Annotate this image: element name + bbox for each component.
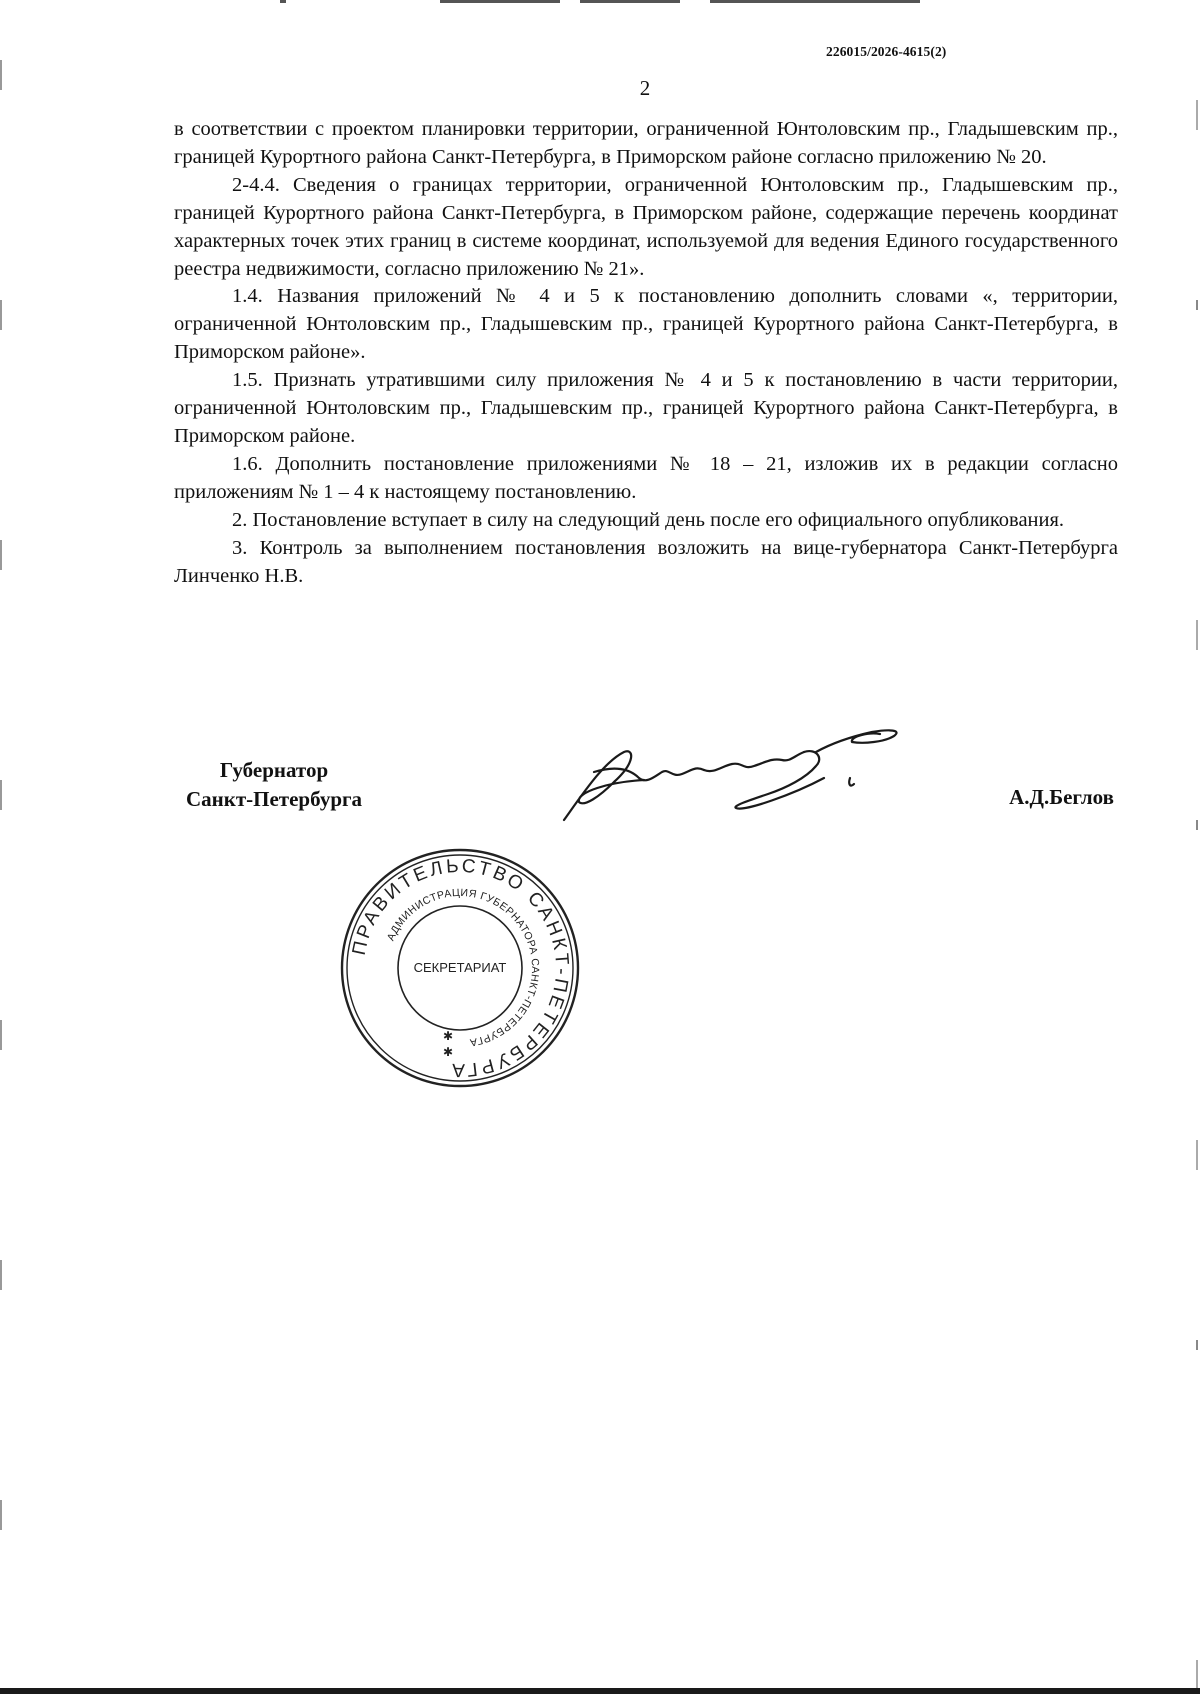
scan-right-edge: [1196, 0, 1198, 1694]
scan-header-artifact: [280, 0, 940, 5]
stamp-center-text: СЕКРЕТАРИАТ: [413, 960, 507, 975]
body-paragraph: 2. Постановление вступает в силу на следующий день после его официального опубликования.: [232, 508, 1065, 531]
handwritten-signature: [554, 722, 954, 832]
signer-position: [174, 756, 374, 814]
stamp-outer-text: ПРАВИТЕЛЬСТВО САНКТ-ПЕТЕРБУРГА: [348, 855, 573, 1081]
stamp-inner-text: АДМИНИСТРАЦИЯ ГУБЕРНАТОРА САНКТ-ПЕТЕРБУРГА: [384, 886, 542, 1049]
body-paragraph: в соответствии с проектом планировки территории, ограниченной Юнтоловским пр., Гладышевским пр., границей Курортного района Санкт-Петербурга, в Приморском районе согласно приложению № 20.: [174, 118, 1118, 168]
signer-position-line1: Губернатор: [219, 758, 329, 782]
signer-name: А.Д.Беглов: [1009, 785, 1114, 809]
signer-position-line2: Санкт-Петербурга: [185, 787, 363, 811]
document-number: 226015/2026-4615(2): [826, 44, 947, 59]
body-paragraph: 1.6. Дополнить постановление приложениями № 18 – 21, изложив их в редакции согласно приложениям № 1 – 4 к настоящему постановлению.: [174, 452, 1118, 503]
body-paragraph: 3. Контроль за выполнением постановления возложить на вице-губернатора Санкт-Петербурга Линченко Н.В.: [174, 536, 1118, 587]
body-paragraph: 1.5. Признать утратившими силу приложения № 4 и 5 к постановлению в части территории, ограниченной Юнтоловским пр., Гладышевским пр., границей Курортного района Санкт-Петербурга, в Приморском районе.: [174, 369, 1118, 447]
stamp-star-icon: ✱: [442, 1029, 454, 1043]
scan-bottom-border: [0, 1688, 1200, 1694]
stamp-star-icon: ✱: [442, 1045, 454, 1059]
document-body: [174, 116, 1118, 590]
body-paragraph: 1.4. Названия приложений № 4 и 5 к постановлению дополнить словами «, территории, ограниченной Юнтоловским пр., Гладышевским пр., границей Курортного района Санкт-Петербурга, в Приморском районе».: [174, 285, 1118, 364]
page-number: 2: [639, 76, 651, 100]
official-stamp-seal: [340, 848, 580, 1088]
signature-block: [174, 752, 1114, 1081]
scan-left-edge: [0, 0, 2, 1694]
body-paragraph: 2-4.4. Сведения о границах территории, ограниченной Юнтоловским пр., Гладышевским пр., границей Курортного района Санкт-Петербурга, в Приморском районе, содержащие перечень координат характерных точек этих границ в системе координат, используемой для ведения Единого государственного реестра недвижимости, согласно приложению № 21».: [174, 173, 1118, 280]
